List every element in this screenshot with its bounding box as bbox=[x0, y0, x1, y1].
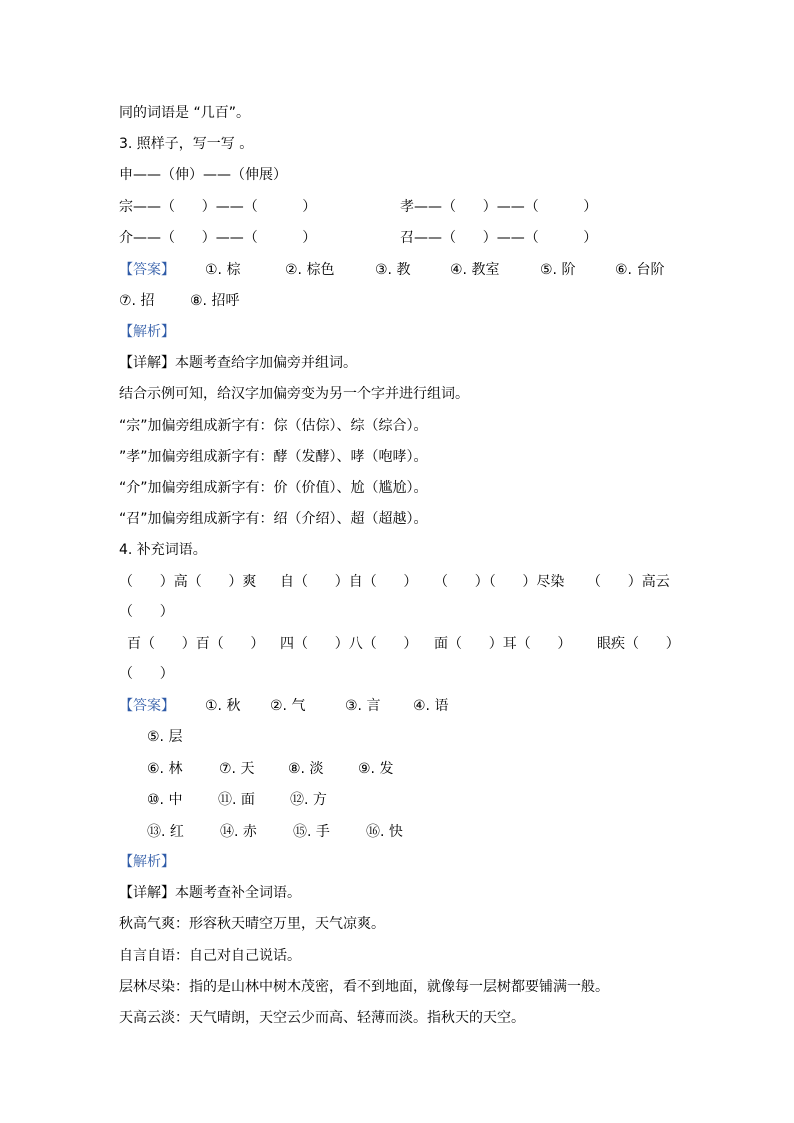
answer-item: ③. 言 bbox=[345, 698, 381, 714]
answer-item: ⑩. 中 bbox=[147, 792, 183, 808]
text-line: 同的词语是 “几百”。 bbox=[119, 105, 250, 121]
fill-blank: 眼疾（ ） bbox=[597, 636, 680, 652]
question-3-example: 申——（伸）——（伸展） bbox=[119, 167, 287, 183]
answer-item: ④. 语 bbox=[413, 698, 449, 714]
question-4-title: 4. 补充词语。 bbox=[119, 542, 207, 558]
fill-blank: 四（ ）八（ ） bbox=[280, 636, 418, 652]
answer-item: ①. 棕 bbox=[205, 262, 241, 278]
fill-blank: （ ）高（ ）爽 bbox=[119, 574, 257, 590]
answer-tag: 【答案】 bbox=[119, 698, 175, 714]
answer-item: ②. 棕色 bbox=[285, 262, 335, 278]
question-3-row2-right: 召——（ ）——（ ） bbox=[400, 230, 598, 246]
answer-item: ⑤. 阶 bbox=[540, 262, 576, 278]
analysis-tag: 【解析】 bbox=[119, 324, 175, 340]
answer-item: ④. 教室 bbox=[450, 262, 500, 278]
answer-item: ⑫. 方 bbox=[290, 792, 327, 808]
explanation-line: 结合示例可知，给汉字加偏旁变为另一个字并进行组词。 bbox=[119, 386, 469, 402]
answer-item: ⑬. 红 bbox=[147, 824, 184, 840]
fill-blank: （ ）高云 bbox=[587, 574, 670, 590]
answer-tag: 【答案】 bbox=[119, 262, 175, 278]
explanation-line: “介”加偏旁组成新字有：价（价值）、尬（尴尬）。 bbox=[119, 480, 428, 496]
answer-item: ⑮. 手 bbox=[293, 824, 330, 840]
question-3-title: 3. 照样子，写一写 。 bbox=[119, 136, 254, 152]
explanation-line: 自言自语：自己对自己说话。 bbox=[119, 948, 301, 964]
fill-blank: （ ） bbox=[119, 604, 174, 620]
answer-item: ⑤. 层 bbox=[147, 729, 183, 745]
explanation-line: 层林尽染：指的是山林中树木茂密，看不到地面，就像每一层树都要铺满一般。 bbox=[119, 979, 609, 995]
answer-item: ②. 气 bbox=[270, 698, 306, 714]
question-3-row1-left: 宗——（ ）——（ ） bbox=[119, 199, 317, 215]
answer-item: ⑥. 林 bbox=[147, 761, 183, 777]
explanation-line: “宗”加偏旁组成新字有：倧（估倧）、综（综合）。 bbox=[119, 418, 428, 434]
answer-item: ⑯. 快 bbox=[366, 824, 403, 840]
explanation-line: 天高云淡：天气晴朗，天空云少而高、轻薄而淡。指秋天的天空。 bbox=[119, 1010, 525, 1026]
answer-item: ⑧. 招呼 bbox=[190, 293, 240, 309]
detail-line bbox=[119, 353, 357, 373]
answer-item: ⑦. 天 bbox=[219, 761, 255, 777]
answer-item: ③. 教 bbox=[375, 262, 411, 278]
answer-item: ⑭. 赤 bbox=[220, 824, 257, 840]
question-3-row2-left: 介——（ ）——（ ） bbox=[119, 230, 317, 246]
answer-item: ⑪. 面 bbox=[218, 792, 255, 808]
analysis-tag: 【解析】 bbox=[119, 854, 175, 870]
detail-tag: 【详解】 bbox=[119, 355, 175, 371]
explanation-line: “召”加偏旁组成新字有：绍（介绍）、超（超越）。 bbox=[119, 511, 428, 527]
answer-item: ⑧. 淡 bbox=[288, 761, 324, 777]
explanation-line: 秋高气爽：形容秋天晴空万里，天气凉爽。 bbox=[119, 916, 385, 932]
answer-item: ⑦. 招 bbox=[119, 293, 155, 309]
fill-blank: 百（ ）百（ ） bbox=[127, 636, 265, 652]
fill-blank: 面（ ）耳（ ） bbox=[434, 636, 572, 652]
detail-text: 本题考查补全词语。 bbox=[175, 885, 301, 901]
question-3-row1-right: 孝——（ ）——（ ） bbox=[400, 199, 598, 215]
detail-tag: 【详解】 bbox=[119, 885, 175, 901]
answer-item: ⑥. 台阶 bbox=[615, 262, 665, 278]
detail-text: 本题考查给字加偏旁并组词。 bbox=[175, 355, 357, 371]
fill-blank: 自（ ）自（ ） bbox=[280, 574, 418, 590]
answer-item: ⑨. 发 bbox=[358, 761, 394, 777]
fill-blank: （ ） bbox=[119, 666, 174, 682]
explanation-line: ”孝”加偏旁组成新字有：酵（发酵）、哮（咆哮）。 bbox=[119, 449, 428, 465]
detail-line bbox=[119, 883, 301, 903]
fill-blank: （ ）（ ）尽染 bbox=[434, 574, 565, 590]
answer-item: ①. 秋 bbox=[205, 698, 241, 714]
